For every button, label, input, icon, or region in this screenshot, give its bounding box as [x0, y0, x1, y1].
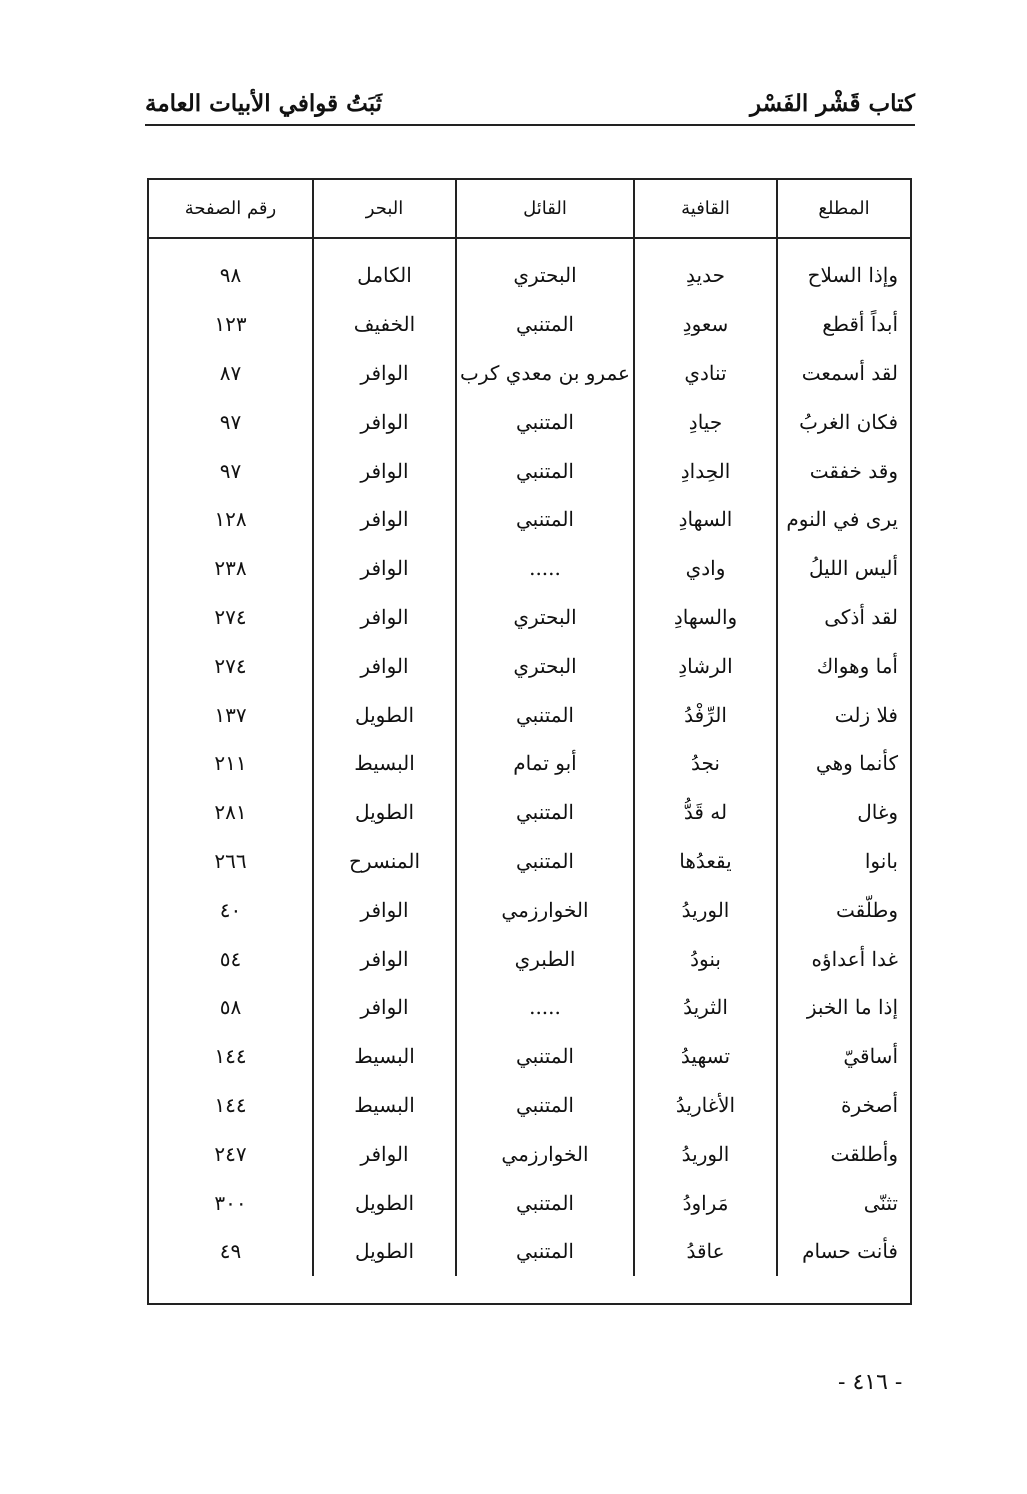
- cell-opening: أساقيّ: [777, 1032, 910, 1081]
- table-row: [149, 641, 910, 690]
- column-header-poet: القائل: [456, 180, 634, 238]
- cell-page: ١٢٨: [214, 507, 247, 532]
- cell-rhyme: تنادي: [634, 349, 777, 398]
- cell-meter: الوافر: [313, 983, 456, 1032]
- rhyme-index-table: [147, 178, 912, 1305]
- cell-poet: المتنبي: [456, 495, 634, 544]
- cell-page: ٢٤٧: [214, 1141, 247, 1166]
- cell-rhyme: الحِدادِ: [634, 446, 777, 495]
- table-row: [149, 495, 910, 544]
- cell-opening: لقد أذكى: [777, 593, 910, 642]
- table-row: [149, 1129, 910, 1178]
- table-row: [149, 983, 910, 1032]
- cell-opening: أما وهواك: [777, 641, 910, 690]
- column-header-opening: المطلع: [777, 180, 910, 238]
- cell-opening: أبداً أقطع: [777, 300, 910, 349]
- cell-rhyme: الوريدُ: [634, 1129, 777, 1178]
- table-row: [149, 1227, 910, 1276]
- cell-opening: وغال: [777, 788, 910, 837]
- cell-page: ٢٣٨: [214, 556, 247, 581]
- cell-rhyme: له قَدُّ: [634, 788, 777, 837]
- cell-rhyme: جيادِ: [634, 397, 777, 446]
- cell-poet: المتنبي: [456, 788, 634, 837]
- cell-opening: فأنت حسام: [777, 1227, 910, 1276]
- table-row: [149, 446, 910, 495]
- cell-opening: وإذا السلاح: [777, 251, 910, 300]
- cell-opening: غدا أعداؤه: [777, 934, 910, 983]
- cell-rhyme: يقعدُها: [634, 837, 777, 886]
- cell-page: ٨٧: [219, 360, 242, 385]
- cell-rhyme: عاقدُ: [634, 1227, 777, 1276]
- cell-opening: فلا زلت: [777, 690, 910, 739]
- table-row: [149, 349, 910, 398]
- index-table: [149, 180, 910, 1276]
- cell-rhyme: الرِّفْدُ: [634, 690, 777, 739]
- cell-page: ٢٨١: [214, 800, 247, 825]
- cell-meter: الوافر: [313, 349, 456, 398]
- cell-poet: المتنبي: [456, 1178, 634, 1227]
- cell-meter: الوافر: [313, 446, 456, 495]
- cell-page: ٢٧٤: [214, 604, 247, 629]
- table-row: [149, 788, 910, 837]
- cell-meter: الوافر: [313, 1129, 456, 1178]
- cell-poet: الخوارزمي: [456, 1129, 634, 1178]
- cell-opening: وقد خفقت: [777, 446, 910, 495]
- cell-rhyme: الثريدُ: [634, 983, 777, 1032]
- cell-meter: الخفيف: [313, 300, 456, 349]
- cell-meter: الطويل: [313, 1227, 456, 1276]
- cell-page: ٣٠٠: [214, 1190, 247, 1215]
- cell-opening: لقد أسمعت: [777, 349, 910, 398]
- cell-poet: البحتري: [456, 251, 634, 300]
- cell-page: ٤٩: [219, 1239, 242, 1264]
- cell-rhyme: الرشادِ: [634, 641, 777, 690]
- table-row: [149, 1178, 910, 1227]
- table-row: [149, 739, 910, 788]
- cell-poet: الخوارزمي: [456, 885, 634, 934]
- cell-poet: المتنبي: [456, 397, 634, 446]
- cell-opening: وطلّقت: [777, 885, 910, 934]
- table-row: [149, 544, 910, 593]
- spacer-row: [149, 238, 910, 251]
- cell-page: ٩٧: [219, 458, 242, 483]
- cell-meter: الطويل: [313, 788, 456, 837]
- cell-page: ٤٠: [219, 897, 242, 922]
- cell-page: ٩٨: [219, 263, 242, 288]
- cell-page: ٢١١: [214, 751, 247, 776]
- cell-opening: تثنّى: [777, 1178, 910, 1227]
- cell-poet: المتنبي: [456, 446, 634, 495]
- cell-page: ٥٨: [219, 995, 242, 1020]
- cell-rhyme: تسهيدُ: [634, 1032, 777, 1081]
- table-row: [149, 593, 910, 642]
- cell-opening: بانوا: [777, 837, 910, 886]
- cell-rhyme: الأغاريدُ: [634, 1081, 777, 1130]
- column-header-meter: البحر: [313, 180, 456, 238]
- table-row: [149, 1081, 910, 1130]
- cell-poet: أبو تمام: [456, 739, 634, 788]
- cell-meter: البسيط: [313, 739, 456, 788]
- cell-opening: أليس الليلُ: [777, 544, 910, 593]
- cell-page: ١٣٧: [214, 702, 247, 727]
- cell-page: ١٤٤: [214, 1092, 247, 1117]
- cell-poet: الطبري: [456, 934, 634, 983]
- cell-meter: البسيط: [313, 1032, 456, 1081]
- cell-meter: المنسرح: [313, 837, 456, 886]
- cell-meter: الوافر: [313, 885, 456, 934]
- cell-opening: أصخرة: [777, 1081, 910, 1130]
- cell-rhyme: والسهادِ: [634, 593, 777, 642]
- cell-meter: الوافر: [313, 544, 456, 593]
- cell-rhyme: حديدِ: [634, 251, 777, 300]
- cell-page: ٢٦٦: [214, 848, 247, 873]
- cell-opening: وأطلقت: [777, 1129, 910, 1178]
- table-row: [149, 251, 910, 300]
- cell-poet: البحتري: [456, 593, 634, 642]
- table-row: [149, 690, 910, 739]
- cell-rhyme: السهادِ: [634, 495, 777, 544]
- cell-poet: المتنبي: [456, 1227, 634, 1276]
- table-row: [149, 397, 910, 446]
- cell-page: ٥٤: [219, 946, 242, 971]
- cell-rhyme: بنودُ: [634, 934, 777, 983]
- cell-meter: الطويل: [313, 690, 456, 739]
- table-row: [149, 934, 910, 983]
- cell-meter: الوافر: [313, 934, 456, 983]
- table-row: [149, 885, 910, 934]
- cell-poet: المتنبي: [456, 690, 634, 739]
- cell-rhyme: وادي: [634, 544, 777, 593]
- cell-rhyme: نجدُ: [634, 739, 777, 788]
- cell-meter: الوافر: [313, 593, 456, 642]
- table-body: [149, 238, 910, 1276]
- cell-poet: المتنبي: [456, 300, 634, 349]
- cell-page: ٢٧٤: [214, 653, 247, 678]
- cell-page: ١٢٣: [214, 312, 247, 337]
- cell-poet: البحتري: [456, 641, 634, 690]
- running-header: [145, 84, 915, 126]
- cell-poet: المتنبي: [456, 1032, 634, 1081]
- cell-rhyme: مَراودُ: [634, 1178, 777, 1227]
- cell-poet: المتنبي: [456, 837, 634, 886]
- cell-meter: الطويل: [313, 1178, 456, 1227]
- book-title: كتاب قَشْر الفَسْر: [749, 90, 915, 117]
- cell-rhyme: الوريدُ: [634, 885, 777, 934]
- cell-rhyme: سعودِ: [634, 300, 777, 349]
- cell-poet: .....: [456, 544, 634, 593]
- table-row: [149, 837, 910, 886]
- cell-meter: الوافر: [313, 641, 456, 690]
- table-row: [149, 300, 910, 349]
- column-header-rhyme: القافية: [634, 180, 777, 238]
- cell-meter: البسيط: [313, 1081, 456, 1130]
- table-row: [149, 1032, 910, 1081]
- cell-opening: فكان الغربُ: [777, 397, 910, 446]
- cell-meter: الوافر: [313, 495, 456, 544]
- cell-opening: يرى في النوم: [777, 495, 910, 544]
- table-header-row: [149, 180, 910, 238]
- cell-poet: .....: [456, 983, 634, 1032]
- cell-poet: المتنبي: [456, 1081, 634, 1130]
- cell-page: ١٤٤: [214, 1044, 247, 1069]
- cell-poet: عمرو بن معدي كرب: [456, 349, 634, 398]
- cell-opening: إذا ما الخبز: [777, 983, 910, 1032]
- cell-meter: الوافر: [313, 397, 456, 446]
- column-header-page: رقم الصفحة: [149, 180, 313, 238]
- section-title: ثَبَتُ قوافي الأبيات العامة: [145, 90, 383, 117]
- cell-meter: الكامل: [313, 251, 456, 300]
- page-number: - ٤١٦ -: [838, 1370, 903, 1395]
- cell-opening: كأنما وهي: [777, 739, 910, 788]
- cell-page: ٩٧: [219, 409, 242, 434]
